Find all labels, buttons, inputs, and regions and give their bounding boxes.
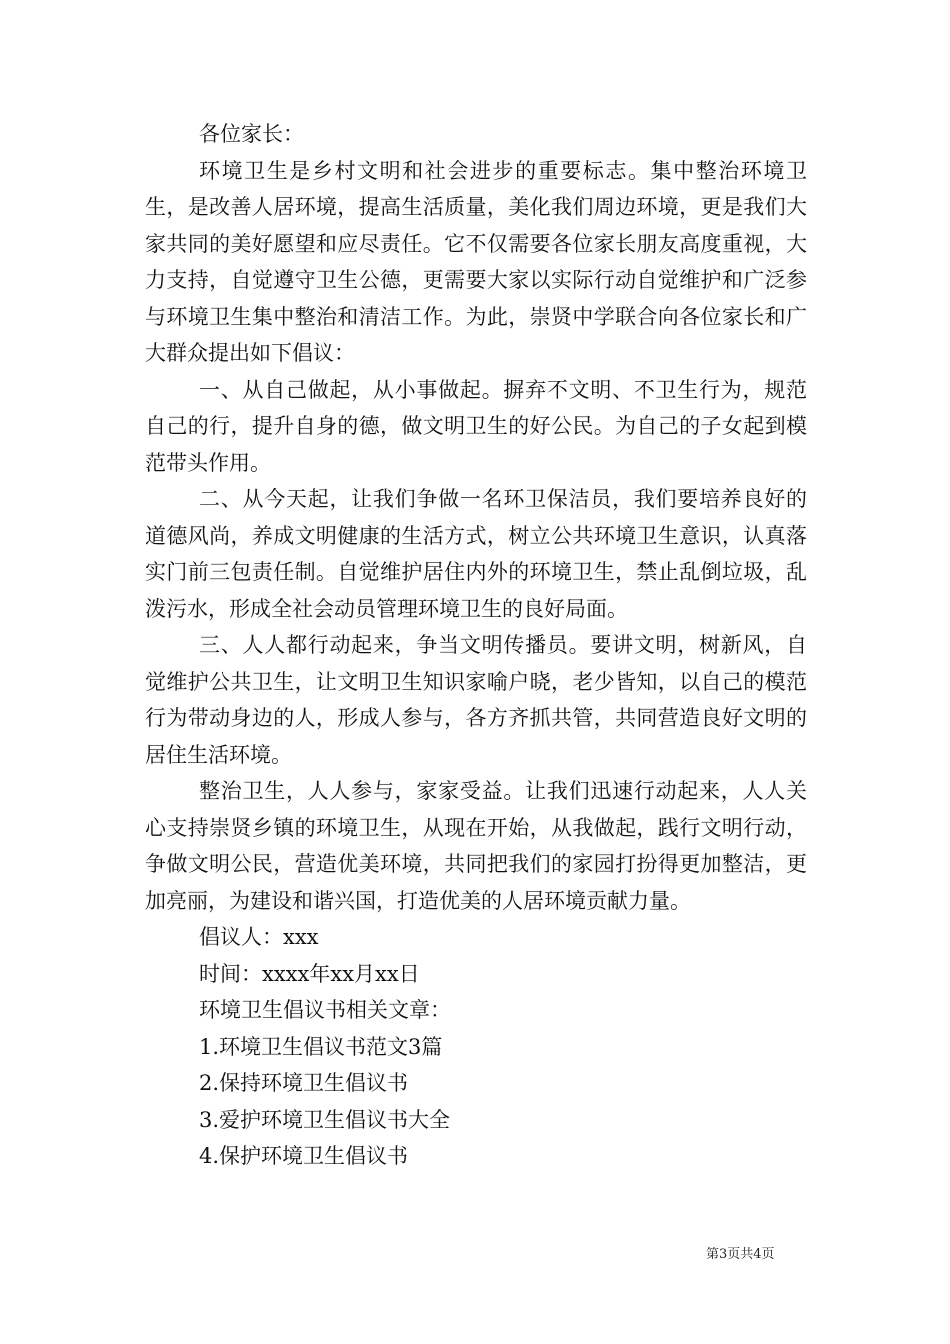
related-heading: 环境卫生倡议书相关文章： — [199, 998, 451, 1022]
related-item[interactable]: 3.爱护环境卫生倡议书大全 — [199, 1107, 451, 1132]
page-number: 第3页共4页 — [706, 1247, 775, 1262]
paragraph-proposal-3: 三、人人都行动起来，争当文明传播员。要讲文明，树新风，自觉维护公共卫生，让文明卫生知识家喻户晓，老少皆知，以自己的模范行为带动身边的人，形成人参与，各方齐抓共管，共同营造良好文明的居住生活环境。 — [145, 633, 807, 767]
paragraph-proposal-1: 一、从自己做起，从小事做起。摒弃不文明、不卫生行为，规范自己的行，提升自身的德，做文明卫生的好公民。为自己的子女起到模范带头作用。 — [145, 377, 807, 475]
greeting: 各位家长： — [199, 122, 304, 146]
paragraph-closing: 整治卫生，人人参与，家家受益。让我们迅速行动起来，人人关心支持崇贤乡镇的环境卫生，从现在开始，从我做起，践行文明行动，争做文明公民，营造优美环境，共同把我们的家园打扮得更加整洁，更加亮丽，为建设和谐兴国，打造优美的人居环境贡献力量。 — [145, 779, 807, 913]
related-item[interactable]: 4.保护环境卫生倡议书 — [199, 1144, 409, 1168]
related-item[interactable]: 2.保持环境卫生倡议书 — [199, 1071, 409, 1095]
paragraph-proposal-2: 二、从今天起，让我们争做一名环卫保洁员，我们要培养良好的道德风尚，养成文明健康的生活方式，树立公共环境卫生意识，认真落实门前三包责任制。自觉维护居住内外的环境卫生，禁止乱倒垃圾，乱泼污水，形成全社会动员管理环境卫生的良好局面。 — [145, 487, 807, 621]
related-item[interactable]: 1.环境卫生倡议书范文3篇 — [199, 1034, 443, 1059]
date: 时间：xxxx年xx月xx日 — [199, 961, 420, 986]
paragraph-intro: 环境卫生是乡村文明和社会进步的重要标志。集中整治环境卫生，是改善人居环境，提高生活质量，美化我们周边环境，更是我们大家共同的美好愿望和应尽责任。它不仅需要各位家长朋友高度重视，大力支持，自觉遵守卫生公德，更需要大家以实际行动自觉维护和广泛参与环境卫生集中整治和清洁工作。为此，崇贤中学联合向各位家长和广大群众提出如下倡议： — [145, 158, 807, 365]
signer: 倡议人：xxx — [199, 925, 319, 949]
document-body — [145, 116, 807, 1175]
